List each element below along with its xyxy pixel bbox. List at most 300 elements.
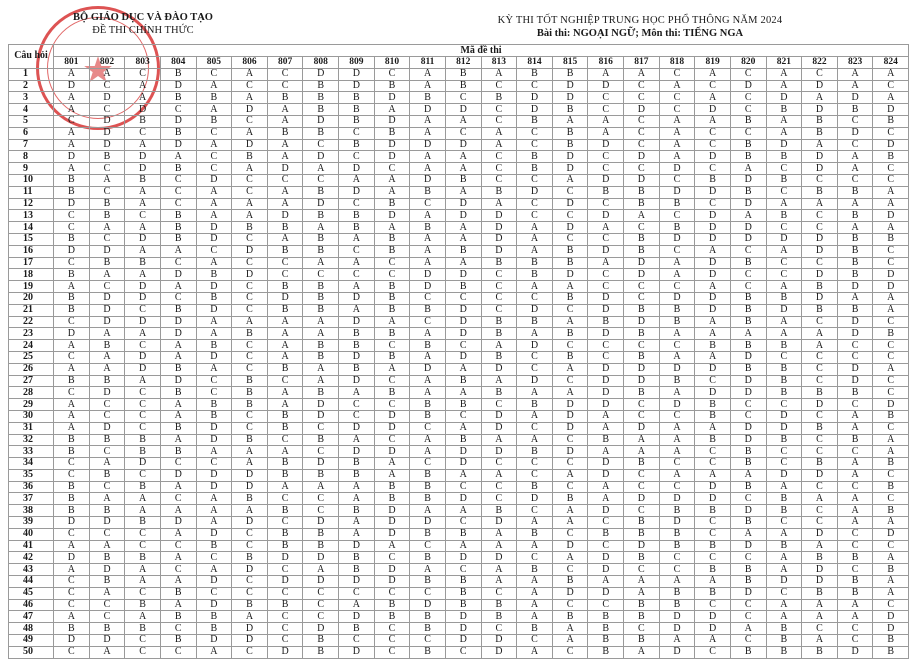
answer-cell: A — [374, 540, 410, 552]
answer-cell: A — [125, 611, 161, 623]
answer-cell: A — [232, 210, 268, 222]
answer-cell: B — [766, 104, 802, 116]
answer-cell: A — [837, 198, 873, 210]
answer-cell: D — [588, 399, 624, 411]
answer-cell: D — [54, 635, 90, 647]
answer-cell: D — [303, 115, 339, 127]
answer-cell: A — [624, 646, 660, 658]
answer-cell: D — [196, 434, 232, 446]
answer-cell: A — [196, 363, 232, 375]
answer-cell: A — [802, 340, 838, 352]
answer-cell: A — [125, 493, 161, 505]
answer-cell: B — [267, 222, 303, 234]
answer-cell: D — [588, 458, 624, 470]
answer-cell: C — [873, 387, 909, 399]
answer-cell: D — [125, 151, 161, 163]
answer-cell: A — [410, 387, 446, 399]
answer-cell: B — [695, 410, 731, 422]
answer-cell: D — [552, 269, 588, 281]
answer-cell: C — [125, 387, 161, 399]
answer-cell: D — [160, 469, 196, 481]
answer-cell: C — [873, 599, 909, 611]
answer-cell: D — [588, 174, 624, 186]
question-number: 6 — [9, 127, 54, 139]
answer-cell: D — [481, 422, 517, 434]
answer-cell: B — [339, 458, 375, 470]
answer-cell: B — [730, 257, 766, 269]
answer-cell: C — [445, 517, 481, 529]
answer-cell: A — [160, 245, 196, 257]
answer-cell: B — [410, 222, 446, 234]
answer-cell: A — [873, 446, 909, 458]
answer-cell: A — [659, 80, 695, 92]
answer-cell: A — [837, 422, 873, 434]
answer-cell: B — [730, 564, 766, 576]
answer-cell: D — [552, 410, 588, 422]
answer-cell: B — [410, 623, 446, 635]
answer-cell: D — [517, 340, 553, 352]
table-row — [9, 80, 909, 92]
answer-cell: A — [624, 434, 660, 446]
answer-cell: C — [339, 399, 375, 411]
answer-cell: A — [267, 351, 303, 363]
answer-cell: D — [873, 139, 909, 151]
answer-cell: C — [588, 340, 624, 352]
answer-cell: B — [410, 481, 446, 493]
answer-cell: B — [837, 245, 873, 257]
answer-cell: A — [517, 517, 553, 529]
answer-cell: B — [517, 257, 553, 269]
answer-cell: A — [873, 363, 909, 375]
question-column-header: Câu hỏi — [9, 45, 54, 69]
answer-cell: D — [588, 292, 624, 304]
answer-cell: D — [802, 528, 838, 540]
answer-cell: A — [659, 127, 695, 139]
question-number: 48 — [9, 623, 54, 635]
answer-cell: C — [873, 257, 909, 269]
answer-cell: D — [624, 257, 660, 269]
table-row — [9, 399, 909, 411]
answer-cell: A — [339, 599, 375, 611]
answer-cell: B — [89, 552, 125, 564]
answer-cell: B — [588, 186, 624, 198]
document-type: ĐỀ THI CHÍNH THỨC — [92, 25, 194, 36]
answer-cell: C — [54, 576, 90, 588]
answer-cell: D — [89, 422, 125, 434]
answer-cell: C — [873, 163, 909, 175]
answer-cell: C — [232, 115, 268, 127]
answer-cell: B — [303, 351, 339, 363]
answer-cell: D — [125, 163, 161, 175]
answer-cell: C — [552, 186, 588, 198]
answer-cell: C — [89, 80, 125, 92]
answer-cell: B — [552, 576, 588, 588]
answer-cell: A — [552, 469, 588, 481]
answer-cell: C — [517, 458, 553, 470]
answer-cell: B — [160, 163, 196, 175]
answer-cell: C — [659, 281, 695, 293]
answer-cell: A — [196, 505, 232, 517]
answer-cell: A — [89, 540, 125, 552]
answer-cell: A — [802, 328, 838, 340]
answer-cell: C — [445, 92, 481, 104]
question-number: 35 — [9, 469, 54, 481]
answer-cell: B — [196, 340, 232, 352]
answer-cell: B — [552, 328, 588, 340]
answer-cell: C — [160, 104, 196, 116]
answer-cell: A — [232, 163, 268, 175]
answer-cell: B — [730, 304, 766, 316]
answer-cell: C — [588, 351, 624, 363]
answer-cell: C — [445, 292, 481, 304]
answer-cell: A — [659, 151, 695, 163]
answer-cell: C — [54, 210, 90, 222]
answer-cell: D — [552, 446, 588, 458]
answer-cell: B — [89, 257, 125, 269]
answer-cell: D — [445, 552, 481, 564]
answer-cell: B — [766, 151, 802, 163]
answer-cell: B — [624, 517, 660, 529]
answer-cell: A — [588, 222, 624, 234]
answer-cell: D — [588, 139, 624, 151]
answer-cell: B — [481, 316, 517, 328]
question-number: 25 — [9, 351, 54, 363]
answer-cell: D — [445, 611, 481, 623]
answer-cell: B — [232, 493, 268, 505]
answer-cell: A — [730, 163, 766, 175]
answer-cell: D — [445, 623, 481, 635]
table-row — [9, 505, 909, 517]
answer-cell: B — [588, 528, 624, 540]
answer-cell: A — [89, 587, 125, 599]
answer-cell: D — [624, 493, 660, 505]
answer-cell: C — [481, 281, 517, 293]
answer-cell: C — [160, 623, 196, 635]
answer-cell: D — [339, 576, 375, 588]
answer-cell: B — [339, 210, 375, 222]
answer-cell: A — [766, 127, 802, 139]
answer-cell: A — [695, 422, 731, 434]
answer-cell: B — [54, 446, 90, 458]
question-number: 21 — [9, 304, 54, 316]
answer-cell: A — [196, 139, 232, 151]
answer-cell: B — [267, 127, 303, 139]
answer-cell: B — [410, 552, 446, 564]
answer-cell: A — [196, 517, 232, 529]
answer-cell: B — [232, 375, 268, 387]
answer-cell: D — [445, 139, 481, 151]
answer-cell: B — [730, 363, 766, 375]
question-number: 29 — [9, 399, 54, 411]
answer-cell: A — [267, 104, 303, 116]
answer-cell: D — [303, 623, 339, 635]
answer-cell: C — [267, 375, 303, 387]
answer-cell: A — [196, 104, 232, 116]
answer-cell: B — [445, 434, 481, 446]
answer-cell: A — [196, 328, 232, 340]
answer-cell: D — [552, 587, 588, 599]
answer-cell: A — [196, 493, 232, 505]
answer-cell: D — [837, 127, 873, 139]
answer-cell: A — [481, 139, 517, 151]
answer-cell: B — [125, 434, 161, 446]
answer-cell: B — [552, 245, 588, 257]
answer-cell: C — [837, 399, 873, 411]
answer-cell: C — [267, 564, 303, 576]
answer-cell: C — [445, 340, 481, 352]
answer-cell: C — [873, 351, 909, 363]
answer-cell: B — [624, 304, 660, 316]
table-row — [9, 351, 909, 363]
answer-cell: B — [802, 186, 838, 198]
answer-cell: C — [89, 233, 125, 245]
answer-cell: A — [659, 328, 695, 340]
question-number: 42 — [9, 552, 54, 564]
answer-cell: D — [481, 245, 517, 257]
exam-code-805: 805 — [196, 57, 232, 69]
answer-cell: B — [445, 281, 481, 293]
answer-cell: B — [766, 635, 802, 647]
answer-cell: B — [837, 257, 873, 269]
answer-cell: B — [232, 328, 268, 340]
answer-cell: A — [588, 257, 624, 269]
answer-cell: A — [766, 481, 802, 493]
answer-cell: A — [730, 469, 766, 481]
question-number: 38 — [9, 505, 54, 517]
answer-cell: D — [552, 163, 588, 175]
table-row — [9, 540, 909, 552]
exam-title: KỲ THI TỐT NGHIỆP TRUNG HỌC PHỔ THÔNG NĂM 2024 — [497, 15, 783, 26]
answer-cell: B — [410, 410, 446, 422]
answer-cell: B — [802, 387, 838, 399]
answer-cell: A — [267, 446, 303, 458]
answer-cell: C — [89, 163, 125, 175]
answer-cell: C — [624, 410, 660, 422]
answer-cell: C — [695, 599, 731, 611]
answer-cell: C — [232, 576, 268, 588]
answer-cell: D — [873, 611, 909, 623]
table-row — [9, 623, 909, 635]
answer-cell: C — [125, 646, 161, 658]
answer-cell: A — [54, 281, 90, 293]
table-row — [9, 481, 909, 493]
answer-cell: A — [160, 281, 196, 293]
answer-cell: A — [339, 481, 375, 493]
answer-cell: A — [232, 68, 268, 80]
answer-cell: D — [445, 198, 481, 210]
answer-cell: B — [160, 210, 196, 222]
organization-name: BỘ GIÁO DỤC VÀ ĐÀO TẠO — [73, 12, 213, 23]
answer-cell: C — [160, 646, 196, 658]
answer-cell: C — [802, 517, 838, 529]
question-number: 32 — [9, 434, 54, 446]
answer-cell: B — [339, 505, 375, 517]
answer-cell: B — [659, 304, 695, 316]
question-number: 20 — [9, 292, 54, 304]
answer-cell: D — [196, 422, 232, 434]
answer-cell: B — [89, 505, 125, 517]
answer-cell: C — [89, 410, 125, 422]
answer-cell: A — [837, 222, 873, 234]
answer-cell: A — [54, 410, 90, 422]
answer-cell: C — [339, 635, 375, 647]
answer-cell: B — [232, 552, 268, 564]
answer-cell: A — [481, 127, 517, 139]
answer-cell: B — [125, 623, 161, 635]
answer-cell: B — [659, 222, 695, 234]
exam-code-823: 823 — [837, 57, 873, 69]
answer-cell: A — [410, 564, 446, 576]
answer-cell: D — [303, 399, 339, 411]
answer-cell: B — [624, 233, 660, 245]
answer-cell: B — [54, 233, 90, 245]
answer-cell: A — [695, 351, 731, 363]
answer-cell: A — [873, 434, 909, 446]
answer-cell: C — [517, 174, 553, 186]
answer-cell: C — [232, 422, 268, 434]
answer-cell: D — [196, 281, 232, 293]
answer-cell: C — [339, 410, 375, 422]
answer-cell: B — [54, 493, 90, 505]
answer-cell: A — [802, 198, 838, 210]
answer-cell: D — [445, 304, 481, 316]
answer-cell: B — [160, 127, 196, 139]
answer-cell: A — [410, 210, 446, 222]
answer-cell: C — [730, 127, 766, 139]
answer-cell: B — [339, 469, 375, 481]
answer-cell: A — [481, 434, 517, 446]
answer-cell: A — [481, 340, 517, 352]
question-number: 26 — [9, 363, 54, 375]
answer-cell: B — [552, 257, 588, 269]
answer-cell: C — [125, 528, 161, 540]
answer-cell: B — [303, 528, 339, 540]
answer-cell: B — [54, 481, 90, 493]
answer-cell: D — [267, 552, 303, 564]
answer-cell: B — [54, 434, 90, 446]
answer-cell: B — [196, 540, 232, 552]
answer-cell: B — [125, 481, 161, 493]
answer-cell: D — [339, 292, 375, 304]
answer-cell: D — [410, 599, 446, 611]
exam-code-803: 803 — [125, 57, 161, 69]
answer-cell: B — [374, 245, 410, 257]
answer-cell: D — [837, 92, 873, 104]
answer-cell: D — [802, 576, 838, 588]
answer-cell: A — [766, 528, 802, 540]
answer-cell: C — [695, 517, 731, 529]
answer-cell: D — [552, 198, 588, 210]
answer-cell: C — [837, 139, 873, 151]
answer-cell: A — [624, 210, 660, 222]
answer-cell: C — [339, 245, 375, 257]
exam-code-821: 821 — [766, 57, 802, 69]
answer-cell: A — [410, 446, 446, 458]
answer-cell: D — [695, 481, 731, 493]
answer-cell: C — [374, 587, 410, 599]
answer-cell: C — [552, 233, 588, 245]
answer-cell: A — [303, 163, 339, 175]
answer-cell: D — [232, 469, 268, 481]
answer-cell: D — [232, 623, 268, 635]
answer-cell: A — [125, 375, 161, 387]
answer-cell: C — [267, 635, 303, 647]
answer-cell: B — [730, 458, 766, 470]
table-row — [9, 163, 909, 175]
answer-cell: C — [802, 257, 838, 269]
answer-cell: D — [873, 623, 909, 635]
answer-cell: C — [517, 363, 553, 375]
answer-cell: C — [125, 399, 161, 411]
answer-cell: D — [303, 151, 339, 163]
answer-cell: B — [339, 340, 375, 352]
answer-cell: B — [873, 233, 909, 245]
answer-cell: D — [445, 104, 481, 116]
answer-cell: B — [624, 528, 660, 540]
answer-cell: D — [160, 269, 196, 281]
answer-cell: D — [339, 540, 375, 552]
answer-cell: C — [303, 611, 339, 623]
answer-cell: B — [196, 410, 232, 422]
table-row — [9, 186, 909, 198]
answer-cell: D — [552, 540, 588, 552]
answer-cell: D — [659, 233, 695, 245]
answer-cell: B — [659, 528, 695, 540]
answer-cell: C — [481, 399, 517, 411]
answer-cell: B — [374, 198, 410, 210]
answer-cell: A — [160, 410, 196, 422]
answer-cell: D — [624, 269, 660, 281]
answer-cell: B — [303, 186, 339, 198]
answer-cell: C — [410, 198, 446, 210]
answer-cell: B — [730, 340, 766, 352]
answer-cell: A — [659, 434, 695, 446]
answer-cell: B — [303, 92, 339, 104]
answer-cell: B — [374, 281, 410, 293]
answer-cell: C — [374, 340, 410, 352]
answer-cell: A — [125, 198, 161, 210]
answer-cell: A — [481, 564, 517, 576]
answer-cell: D — [374, 505, 410, 517]
exam-code-816: 816 — [588, 57, 624, 69]
answer-cell: A — [445, 387, 481, 399]
answer-cell: D — [445, 328, 481, 340]
answer-cell: A — [445, 186, 481, 198]
answer-cell: A — [160, 434, 196, 446]
answer-cell: D — [730, 174, 766, 186]
answer-cell: A — [89, 222, 125, 234]
answer-cell: B — [873, 481, 909, 493]
answer-cell: D — [89, 139, 125, 151]
answer-cell: C — [730, 599, 766, 611]
answer-cell: D — [588, 304, 624, 316]
answer-cell: D — [445, 210, 481, 222]
answer-cell: B — [303, 127, 339, 139]
answer-cell: D — [766, 469, 802, 481]
answer-cell: B — [267, 599, 303, 611]
answer-cell: C — [624, 80, 660, 92]
answer-cell: D — [837, 363, 873, 375]
answer-cell: C — [802, 481, 838, 493]
answer-cell: D — [873, 269, 909, 281]
answer-cell: B — [267, 540, 303, 552]
answer-cell: A — [125, 80, 161, 92]
answer-cell: C — [196, 127, 232, 139]
answer-cell: B — [160, 233, 196, 245]
answer-cell: A — [160, 576, 196, 588]
answer-cell: D — [303, 458, 339, 470]
answer-cell: C — [374, 68, 410, 80]
